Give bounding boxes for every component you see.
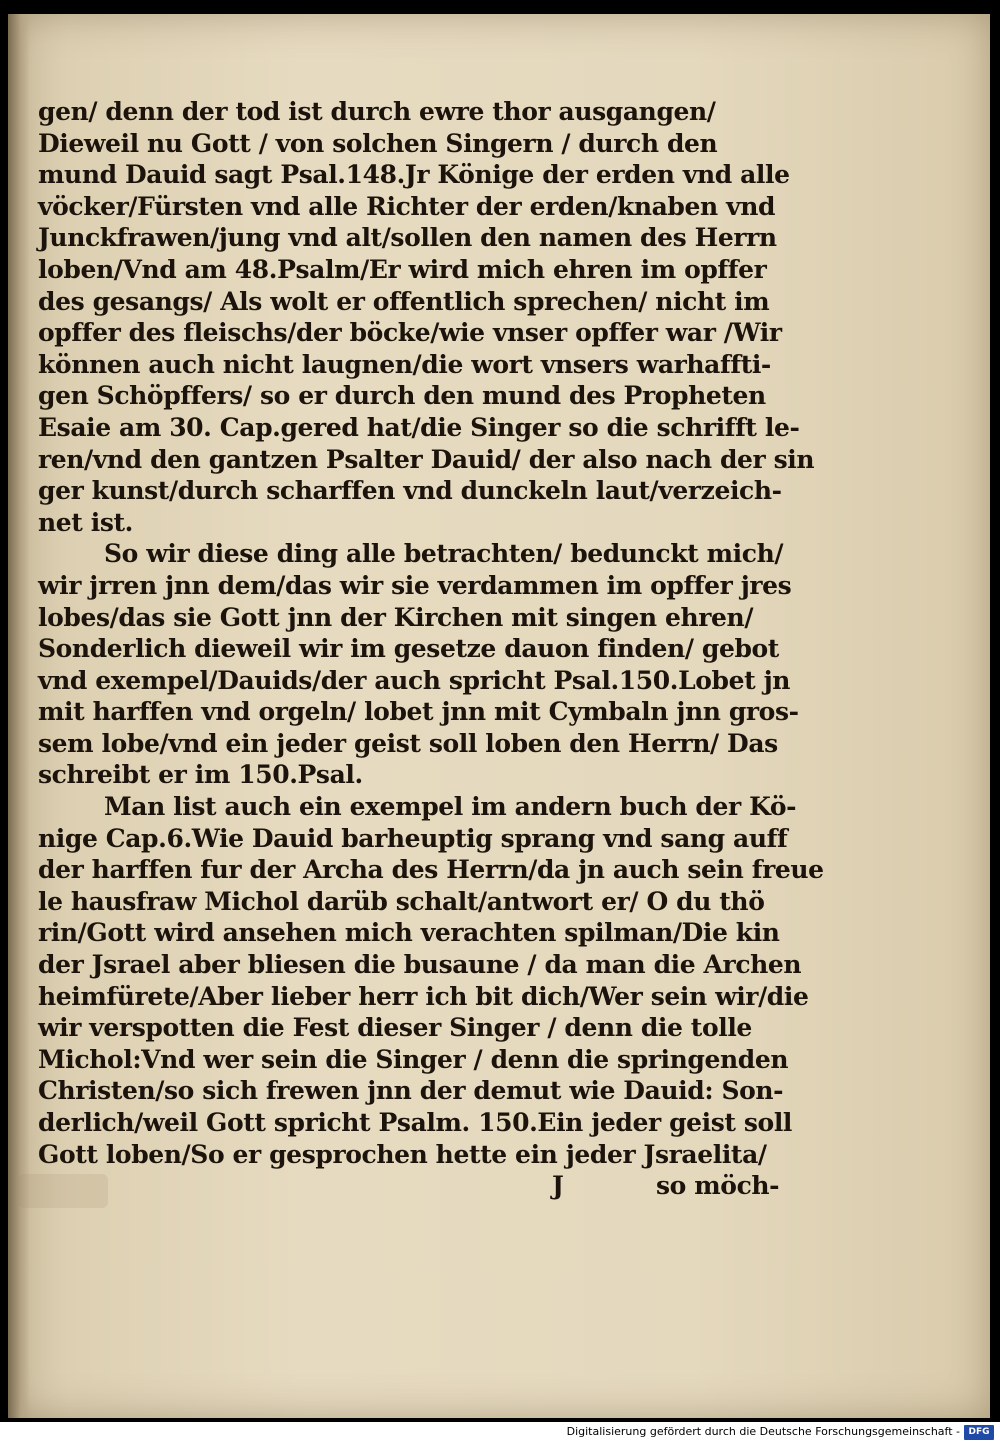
text-line: ger kunst/durch scharffen vnd dunckeln laut/verzeich- xyxy=(38,476,782,506)
text-line: Gott loben/So er gesprochen hette ein jeder Jsraelita/ xyxy=(38,1139,767,1169)
text-line: Christen/so sich frewen jnn der demut wie Dauid: Son- xyxy=(38,1076,784,1106)
text-line: lobes/das sie Gott jnn der Kirchen mit singen ehren/ xyxy=(38,602,754,632)
text-line: ren/vnd den gantzen Psalter Dauid/ der also nach der sin xyxy=(38,444,815,474)
text-line: wir verspotten die Fest dieser Singer / denn die tolle xyxy=(38,1013,752,1043)
signature-mark: J xyxy=(552,1171,564,1201)
footer-bar xyxy=(0,1422,1000,1444)
text-line: loben/Vnd am 48.Psalm/Er wird mich ehren im opffer xyxy=(38,254,767,284)
dfg-logo: DFG xyxy=(964,1425,994,1440)
paragraph-start-line: Man list auch ein exempel im andern buch der Kö- xyxy=(104,792,797,822)
text-line: Junckfrawen/jung vnd alt/sollen den namen des Herrn xyxy=(38,223,777,253)
text-line: vöcker/Fürsten vnd alle Richter der erden/knaben vnd xyxy=(38,191,776,221)
text-line: mit harffen vnd orgeln/ lobet jnn mit Cymbaln jnn gros- xyxy=(38,697,799,727)
text-line: nige Cap.6.Wie Dauid barheuptig sprang vnd sang auff xyxy=(38,823,788,853)
text-line: Esaie am 30. Cap.gered hat/die Singer so die schrifft le- xyxy=(38,412,800,442)
text-line: können auch nicht laugnen/die wort vnsers warhaffti- xyxy=(38,349,771,379)
text-line: des gesangs/ Als wolt er offentlich sprechen/ nicht im xyxy=(38,286,770,316)
text-line: der Jsrael aber bliesen die busaune / da man die Archen xyxy=(38,950,802,980)
text-line: sem lobe/vnd ein jeder geist soll loben den Herrn/ Das xyxy=(38,728,778,758)
text-line: heimfürete/Aber lieber herr ich bit dich/Wer sein wir/die xyxy=(38,981,809,1011)
text-line: rin/Gott wird ansehen mich verachten spilman/Die kin xyxy=(38,918,780,948)
paragraph-start-line: So wir diese ding alle betrachten/ bedunckt mich/ xyxy=(104,539,784,569)
text-line: derlich/weil Gott spricht Psalm. 150.Ein jeder geist soll xyxy=(38,1108,793,1137)
signature-line xyxy=(38,1170,780,1202)
scanned-page xyxy=(8,14,990,1418)
text-line: vnd exempel/Dauids/der auch spricht Psal.150.Lobet jn xyxy=(38,665,790,695)
text-line: gen/ denn der tod ist durch ewre thor ausgangen/ xyxy=(38,97,716,126)
text-line: net ist. xyxy=(38,507,133,537)
text-line: gen Schöpffers/ so er durch den mund des Propheten xyxy=(38,381,766,411)
catchword: so möch- xyxy=(656,1171,780,1201)
funding-credit: Digitalisierung gefördert durch die Deutsche Forschungsgemeinschaft - xyxy=(566,1425,960,1438)
text-line: Dieweil nu Gott / von solchen Singern / durch den xyxy=(38,128,718,158)
text-line: schreibt er im 150.Psal. xyxy=(38,760,363,790)
text-line: Sonderlich dieweil wir im gesetze dauon finden/ gebot xyxy=(38,634,779,664)
text-line: der harffen fur der Archa des Herrn/da jn auch sein freue xyxy=(38,855,824,885)
text-line: Michol:Vnd wer sein die Singer / denn die springenden xyxy=(38,1044,789,1074)
fraktur-text-block xyxy=(38,96,824,1202)
text-line: le hausfraw Michol darüb schalt/antwort er/ O du thö xyxy=(38,886,765,916)
text-line: mund Dauid sagt Psal.148.Jr Könige der erden vnd alle xyxy=(38,160,790,190)
text-line: opffer des fleischs/der böcke/wie vnser opffer war /Wir xyxy=(38,318,782,348)
text-line: wir jrren jnn dem/das wir sie verdammen im opffer jres xyxy=(38,570,792,600)
